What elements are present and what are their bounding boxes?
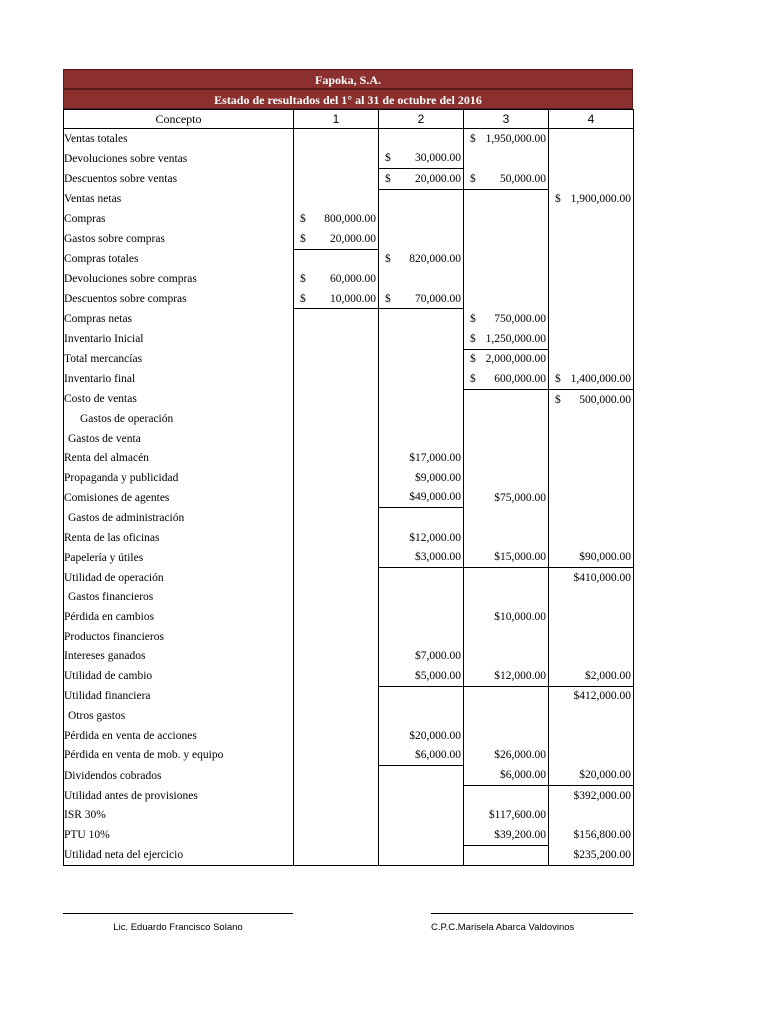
- row-value-c4: [549, 269, 634, 289]
- row-value-c2: [379, 369, 464, 389]
- row-concept: Pérdida en cambios: [64, 607, 294, 627]
- row-value-c2: $9,000.00: [379, 468, 464, 488]
- row-value-c4: $2,000.00: [549, 666, 634, 686]
- row-value-c3: $75,000.00: [464, 488, 549, 508]
- row-value-c3: [464, 845, 549, 866]
- table-row: [64, 508, 634, 528]
- row-value-c4: [549, 349, 634, 369]
- column-header-4: 4: [549, 110, 634, 129]
- row-value-c1: [294, 666, 379, 686]
- amount: 1,900,000.00: [570, 193, 631, 206]
- row-value-c2: [379, 309, 464, 329]
- table-row: [64, 449, 634, 469]
- row-concept: Utilidad antes de provisiones: [64, 786, 294, 806]
- amount: 750,000.00: [494, 312, 546, 325]
- row-value-c3: [464, 568, 549, 588]
- row-value-c3: [464, 209, 549, 229]
- row-value-c4: [549, 329, 634, 349]
- row-value-c4: [549, 129, 634, 149]
- row-value-c3: [464, 189, 549, 209]
- row-value-c3: [464, 269, 549, 289]
- row-value-c1: [294, 528, 379, 548]
- row-value-c3: $15,000.00: [464, 547, 549, 567]
- row-value-c1: [294, 627, 379, 647]
- row-value-c1: [294, 329, 379, 349]
- table-row: [64, 786, 634, 806]
- row-value-c3: [464, 726, 549, 746]
- row-value-c4: $90,000.00: [549, 547, 634, 567]
- row-value-c4: [549, 646, 634, 666]
- row-value-c1: [294, 488, 379, 508]
- table-row: [64, 646, 634, 666]
- row-value-c3: [464, 149, 549, 169]
- row-value-c2: [379, 329, 464, 349]
- table-row: [64, 149, 634, 169]
- amount: 70,000.00: [415, 292, 461, 305]
- row-value-c1: [294, 646, 379, 666]
- row-value-c4: [549, 369, 634, 389]
- row-value-c4: $412,000.00: [549, 686, 634, 706]
- row-value-c2: [379, 189, 464, 209]
- row-value-c4: [549, 449, 634, 469]
- company-title: Fapoka, S.A.: [63, 69, 633, 89]
- statement-rows: [64, 129, 634, 866]
- row-concept: PTU 10%: [64, 825, 294, 845]
- row-value-c3: $10,000.00: [464, 607, 549, 627]
- row-value-c4: [549, 588, 634, 608]
- currency-symbol: $: [470, 132, 476, 145]
- row-concept: Compras: [64, 209, 294, 229]
- table-row: [64, 269, 634, 289]
- currency-symbol: $: [300, 292, 306, 305]
- row-value-c2: $5,000.00: [379, 666, 464, 686]
- row-value-c1: [294, 607, 379, 627]
- column-header-row: [64, 110, 634, 129]
- table-row: [64, 806, 634, 826]
- row-value-c4: [549, 389, 634, 409]
- row-value-c4: [549, 169, 634, 190]
- row-value-c3: [464, 449, 549, 469]
- row-value-c4: [549, 309, 634, 329]
- row-value-c2: $3,000.00: [379, 547, 464, 567]
- currency-symbol: $: [555, 372, 561, 385]
- row-value-c3: $26,000.00: [464, 745, 549, 765]
- row-value-c4: [549, 209, 634, 229]
- row-concept: Papelería y útiles: [64, 547, 294, 567]
- row-value-c3: [464, 706, 549, 726]
- row-value-c3: [464, 528, 549, 548]
- amount: 20,000.00: [415, 172, 461, 185]
- row-concept: Inventario final: [64, 369, 294, 389]
- row-value-c4: $392,000.00: [549, 786, 634, 806]
- amount: 50,000.00: [500, 172, 546, 185]
- table-row: [64, 389, 634, 409]
- row-value-c2: [379, 409, 464, 429]
- table-row: [64, 488, 634, 508]
- row-value-c1: [294, 568, 379, 588]
- row-value-c3: [464, 349, 549, 369]
- row-concept: Utilidad de operación: [64, 568, 294, 588]
- column-header-2: 2: [379, 110, 464, 129]
- table-row: [64, 568, 634, 588]
- row-value-c2: [379, 825, 464, 845]
- row-value-c2: $7,000.00: [379, 646, 464, 666]
- table-row: [64, 825, 634, 845]
- row-value-c1: [294, 588, 379, 608]
- column-header-3: 3: [464, 110, 549, 129]
- row-value-c4: $156,800.00: [549, 825, 634, 845]
- row-value-c2: [379, 607, 464, 627]
- table-row: [64, 766, 634, 786]
- row-value-c3: [464, 468, 549, 488]
- row-concept: Inventario Inicial: [64, 329, 294, 349]
- row-concept: Gastos sobre compras: [64, 229, 294, 249]
- signature-line-right: [431, 913, 633, 914]
- currency-symbol: $: [385, 152, 391, 165]
- row-concept: Ventas totales: [64, 129, 294, 149]
- income-statement: [63, 69, 633, 866]
- amount: 600,000.00: [494, 372, 546, 385]
- row-value-c2: $6,000.00: [379, 745, 464, 765]
- row-value-c1: [294, 806, 379, 826]
- row-value-c2: [379, 349, 464, 369]
- row-value-c1: [294, 269, 379, 289]
- row-value-c2: [379, 806, 464, 826]
- table-row: [64, 627, 634, 647]
- row-value-c3: [464, 588, 549, 608]
- amount: 20,000.00: [330, 232, 376, 245]
- row-value-c3: [464, 508, 549, 528]
- amount: 800,000.00: [324, 213, 376, 226]
- row-value-c4: [549, 488, 634, 508]
- row-concept: Dividendos cobrados: [64, 766, 294, 786]
- row-value-c1: [294, 825, 379, 845]
- row-value-c4: [549, 429, 634, 449]
- row-value-c1: [294, 149, 379, 169]
- table-row: [64, 329, 634, 349]
- row-concept: Gastos de venta: [64, 429, 294, 449]
- row-concept: Renta de las oficinas: [64, 528, 294, 548]
- table-row: [64, 607, 634, 627]
- row-value-c2: [379, 508, 464, 528]
- table-row: [64, 706, 634, 726]
- table-row: [64, 726, 634, 746]
- table-row: [64, 845, 634, 866]
- amount: 10,000.00: [330, 292, 376, 305]
- currency-symbol: $: [385, 292, 391, 305]
- row-value-c2: [379, 289, 464, 309]
- table-row: [64, 209, 634, 229]
- row-value-c3: [464, 646, 549, 666]
- row-value-c2: [379, 706, 464, 726]
- row-concept: ISR 30%: [64, 806, 294, 826]
- row-value-c3: [464, 786, 549, 806]
- row-value-c4: [549, 726, 634, 746]
- row-value-c4: $410,000.00: [549, 568, 634, 588]
- statement-subtitle: Estado de resultados del 1° al 31 de octubre del 2016: [63, 89, 633, 109]
- row-value-c1: [294, 289, 379, 309]
- row-value-c1: [294, 745, 379, 765]
- row-concept: Ventas netas: [64, 189, 294, 209]
- row-value-c1: [294, 309, 379, 329]
- row-value-c2: [379, 588, 464, 608]
- row-concept: Renta del almacén: [64, 449, 294, 469]
- row-concept: Compras netas: [64, 309, 294, 329]
- row-value-c1: [294, 786, 379, 806]
- row-value-c1: [294, 449, 379, 469]
- signature-right: [431, 913, 633, 933]
- table-row: [64, 468, 634, 488]
- row-concept: Propaganda y publicidad: [64, 468, 294, 488]
- row-value-c3: [464, 686, 549, 706]
- row-concept: Utilidad financiera: [64, 686, 294, 706]
- row-value-c1: [294, 229, 379, 249]
- row-value-c1: [294, 249, 379, 269]
- row-value-c2: [379, 129, 464, 149]
- row-value-c4: [549, 189, 634, 209]
- row-value-c2: [379, 249, 464, 269]
- table-row: [64, 745, 634, 765]
- row-value-c3: $6,000.00: [464, 766, 549, 786]
- row-value-c3: [464, 409, 549, 429]
- row-value-c3: [464, 429, 549, 449]
- row-value-c3: [464, 129, 549, 149]
- column-header-1: 1: [294, 110, 379, 129]
- row-value-c1: [294, 766, 379, 786]
- row-value-c4: $20,000.00: [549, 766, 634, 786]
- row-value-c1: [294, 468, 379, 488]
- table-row: [64, 189, 634, 209]
- currency-symbol: $: [470, 312, 476, 325]
- row-value-c3: [464, 289, 549, 309]
- row-value-c1: [294, 429, 379, 449]
- row-value-c2: [379, 686, 464, 706]
- row-value-c3: $117,600.00: [464, 806, 549, 826]
- row-concept: Comisiones de agentes: [64, 488, 294, 508]
- amount: 60,000.00: [330, 272, 376, 285]
- row-value-c3: [464, 249, 549, 269]
- amount: 2,000,000.00: [485, 353, 546, 366]
- row-concept: Descuentos sobre ventas: [64, 169, 294, 190]
- row-value-c3: [464, 169, 549, 190]
- row-value-c1: [294, 369, 379, 389]
- row-value-c1: [294, 169, 379, 190]
- row-concept: Descuentos sobre compras: [64, 289, 294, 309]
- row-value-c1: [294, 686, 379, 706]
- amount: 30,000.00: [415, 152, 461, 165]
- row-value-c3: $39,200.00: [464, 825, 549, 845]
- amount: 1,950,000.00: [485, 132, 546, 145]
- row-value-c3: [464, 389, 549, 409]
- currency-symbol: $: [555, 193, 561, 206]
- amount: 1,400,000.00: [570, 372, 631, 385]
- row-value-c4: [549, 528, 634, 548]
- table-row: [64, 409, 634, 429]
- table-row: [64, 429, 634, 449]
- row-value-c4: [549, 706, 634, 726]
- row-value-c4: [549, 149, 634, 169]
- row-value-c3: [464, 229, 549, 249]
- row-value-c4: [549, 468, 634, 488]
- row-value-c2: $17,000.00: [379, 449, 464, 469]
- row-value-c4: [549, 806, 634, 826]
- table-row: [64, 547, 634, 567]
- row-value-c4: [549, 745, 634, 765]
- statement-table: [63, 109, 634, 866]
- currency-symbol: $: [470, 353, 476, 366]
- row-value-c1: [294, 726, 379, 746]
- amount: 1,250,000.00: [485, 332, 546, 345]
- row-value-c2: [379, 149, 464, 169]
- table-row: [64, 369, 634, 389]
- table-row: [64, 666, 634, 686]
- currency-symbol: $: [470, 372, 476, 385]
- row-value-c3: [464, 369, 549, 389]
- row-value-c1: [294, 389, 379, 409]
- row-concept: Total mercancías: [64, 349, 294, 369]
- row-value-c2: [379, 845, 464, 866]
- row-value-c1: [294, 209, 379, 229]
- row-value-c4: $235,200.00: [549, 845, 634, 866]
- row-value-c2: [379, 429, 464, 449]
- currency-symbol: $: [470, 172, 476, 185]
- row-value-c4: [549, 289, 634, 309]
- row-value-c1: [294, 129, 379, 149]
- row-value-c2: $20,000.00: [379, 726, 464, 746]
- row-value-c2: [379, 169, 464, 190]
- row-concept: Pérdida en venta de acciones: [64, 726, 294, 746]
- row-value-c4: [549, 409, 634, 429]
- signature-name-right: C.P.C.Marisela Abarca Valdovinos: [431, 922, 575, 933]
- row-value-c2: [379, 389, 464, 409]
- row-concept: Compras totales: [64, 249, 294, 269]
- signature-name-left: Lic. Eduardo Francisco Solano: [113, 922, 243, 933]
- currency-symbol: $: [385, 172, 391, 185]
- currency-symbol: $: [300, 272, 306, 285]
- table-row: [64, 289, 634, 309]
- row-concept: Utilidad de cambio: [64, 666, 294, 686]
- row-value-c1: [294, 189, 379, 209]
- currency-symbol: $: [385, 253, 391, 266]
- row-value-c4: [549, 229, 634, 249]
- row-value-c4: [549, 249, 634, 269]
- row-value-c2: [379, 766, 464, 786]
- table-row: [64, 169, 634, 190]
- row-value-c2: $49,000.00: [379, 488, 464, 508]
- currency-symbol: $: [470, 332, 476, 345]
- row-value-c3: [464, 627, 549, 647]
- row-concept: Gastos financieros: [64, 588, 294, 608]
- currency-symbol: $: [555, 393, 561, 406]
- row-value-c4: [549, 607, 634, 627]
- row-value-c4: [549, 627, 634, 647]
- row-concept: Devoluciones sobre ventas: [64, 149, 294, 169]
- row-concept: Devoluciones sobre compras: [64, 269, 294, 289]
- row-value-c1: [294, 349, 379, 369]
- row-value-c3: [464, 309, 549, 329]
- row-value-c1: [294, 706, 379, 726]
- row-value-c2: [379, 209, 464, 229]
- table-row: [64, 349, 634, 369]
- table-row: [64, 588, 634, 608]
- table-row: [64, 229, 634, 249]
- column-header-concept: Concepto: [64, 110, 294, 129]
- row-value-c3: [464, 329, 549, 349]
- row-value-c2: [379, 786, 464, 806]
- row-value-c2: [379, 229, 464, 249]
- table-row: [64, 249, 634, 269]
- row-value-c1: [294, 409, 379, 429]
- row-value-c2: [379, 568, 464, 588]
- row-value-c3: $12,000.00: [464, 666, 549, 686]
- currency-symbol: $: [300, 213, 306, 226]
- table-row: [64, 528, 634, 548]
- row-value-c1: [294, 508, 379, 528]
- row-value-c2: [379, 269, 464, 289]
- row-value-c2: $12,000.00: [379, 528, 464, 548]
- currency-symbol: $: [300, 232, 306, 245]
- row-concept: Intereses ganados: [64, 646, 294, 666]
- row-value-c1: [294, 547, 379, 567]
- table-row: [64, 686, 634, 706]
- amount: 500,000.00: [579, 393, 631, 406]
- row-concept: Costo de ventas: [64, 389, 294, 409]
- row-value-c2: [379, 627, 464, 647]
- table-row: [64, 129, 634, 149]
- row-value-c4: [549, 508, 634, 528]
- row-concept: Gastos de operación: [64, 409, 294, 429]
- amount: 820,000.00: [409, 253, 461, 266]
- signature-line-left: [63, 913, 293, 914]
- row-value-c1: [294, 845, 379, 866]
- signature-left: [63, 913, 293, 933]
- row-concept: Utilidad neta del ejercicio: [64, 845, 294, 866]
- table-row: [64, 309, 634, 329]
- row-concept: Gastos de administración: [64, 508, 294, 528]
- row-concept: Pérdida en venta de mob. y equipo: [64, 745, 294, 765]
- row-concept: Otros gastos: [64, 706, 294, 726]
- row-concept: Productos financieros: [64, 627, 294, 647]
